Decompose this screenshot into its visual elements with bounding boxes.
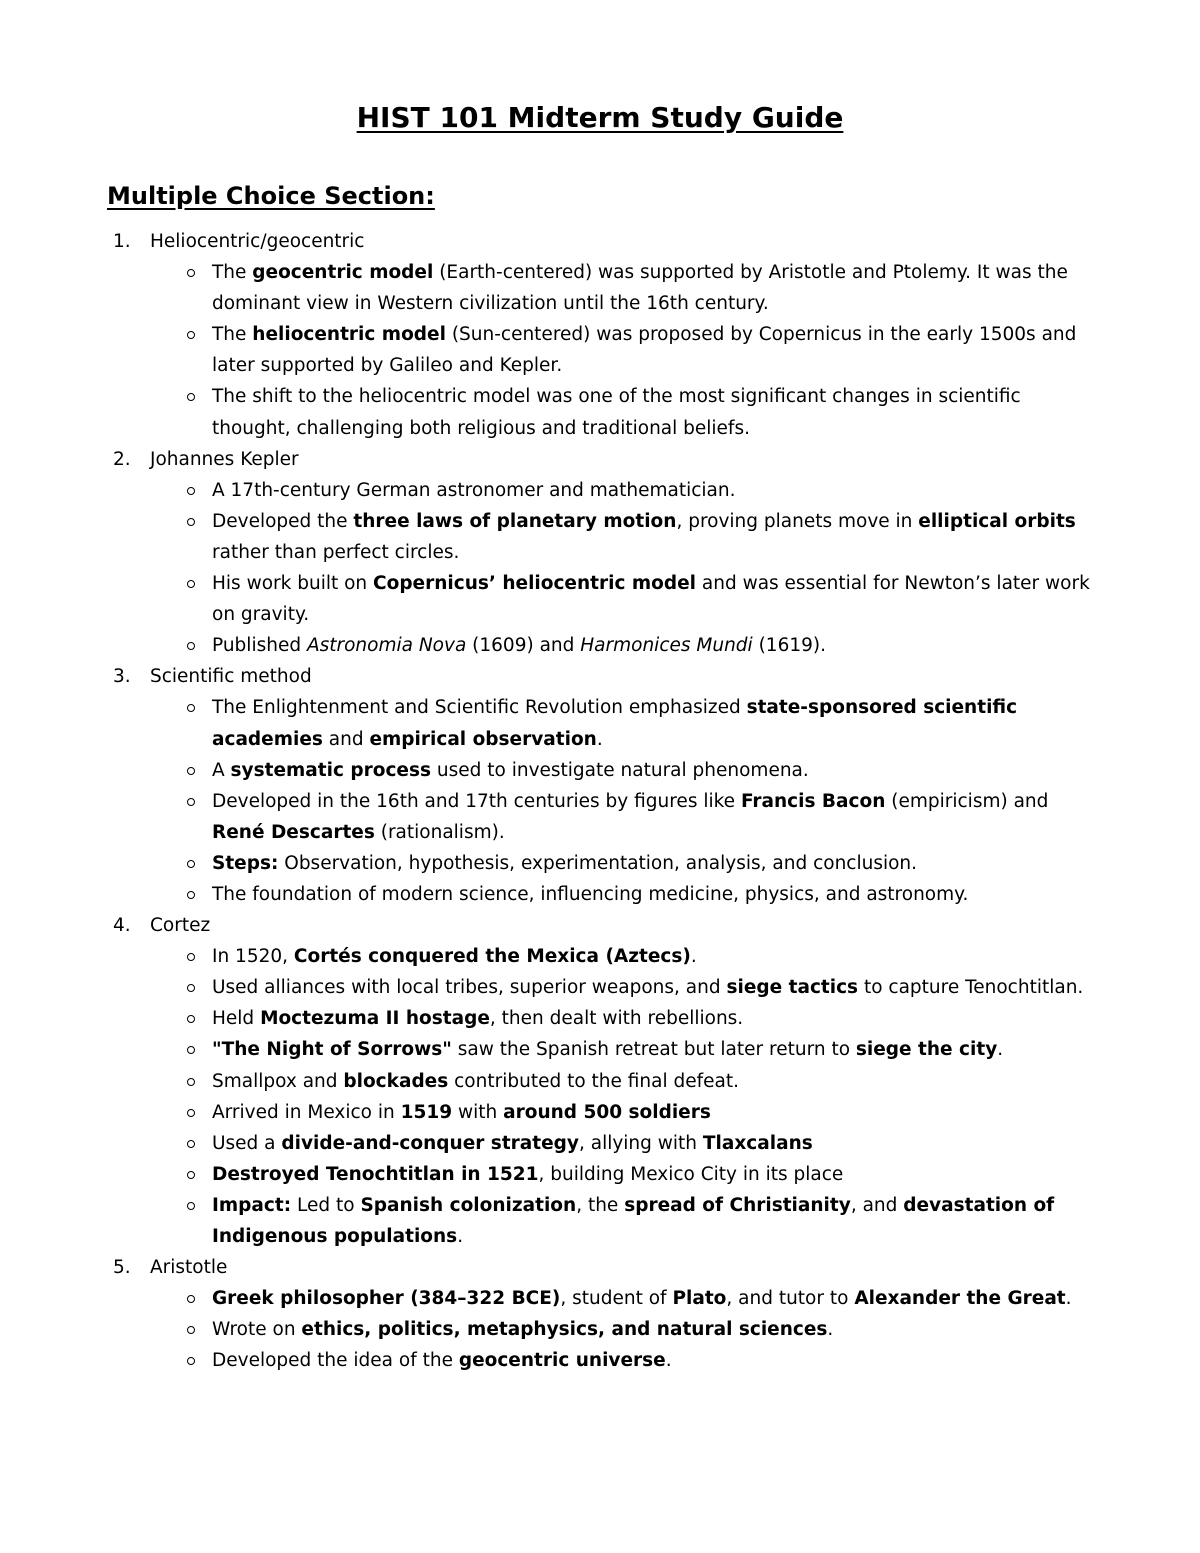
sub-point xyxy=(150,1314,1094,1345)
topic-number: 1. xyxy=(113,231,131,252)
bold-text: state-sponsored scientific academies xyxy=(212,697,1018,750)
text-run: (1609) and xyxy=(466,635,581,657)
text-run: The foundation of modern science, influencing medicine, physics, and astronomy. xyxy=(212,883,969,905)
topic-title: Johannes Kepler xyxy=(150,448,299,470)
sub-point xyxy=(150,692,1094,754)
text-run: The xyxy=(212,262,253,284)
bold-text: three laws of planetary motion xyxy=(353,510,677,532)
hollow-circle-bullet-icon xyxy=(187,1078,195,1086)
text-run: A 17th-century German astronomer and mathematician. xyxy=(212,479,736,501)
sub-point xyxy=(150,848,1094,879)
hollow-circle-bullet-icon xyxy=(187,1357,195,1365)
bold-text: 1519 xyxy=(400,1101,453,1123)
text-run: The shift to the heliocentric model was one of the most significant changes in scientific thought, challenging both religious and traditional beliefs. xyxy=(212,386,1021,439)
bold-text: around 500 soldiers xyxy=(503,1101,711,1123)
text-run: Wrote on xyxy=(212,1319,302,1341)
text-run: Used alliances with local tribes, superior weapons, and xyxy=(212,977,727,999)
topic-number: 3. xyxy=(113,666,131,688)
topic-item xyxy=(0,444,1200,662)
hollow-circle-bullet-icon xyxy=(187,1140,195,1148)
bold-text: siege tactics xyxy=(726,977,859,999)
text-run: (Earth-centered) was supported by Aristotle and Ptolemy. It was the dominant view in Western civilization until the 16th century. xyxy=(212,262,1068,315)
hollow-circle-bullet-icon xyxy=(187,704,195,712)
text-run: The Enlightenment and Scientific Revolution emphasized xyxy=(212,697,747,719)
sub-point xyxy=(150,786,1094,848)
text-run: Developed the idea of the xyxy=(212,1350,459,1372)
bold-text: René Descartes xyxy=(212,821,375,843)
text-run: rather than perfect circles. xyxy=(212,541,460,563)
text-run: , and xyxy=(850,1194,904,1216)
text-run: . xyxy=(690,946,697,968)
sub-point xyxy=(150,1159,1094,1190)
text-run: to capture Tenochtitlan. xyxy=(858,977,1084,999)
topic-title: Cortez xyxy=(150,915,211,937)
sub-point-list xyxy=(150,475,1200,662)
topic-list xyxy=(0,226,1200,1376)
text-run: Smallpox and xyxy=(212,1070,344,1092)
text-run: and xyxy=(322,728,370,750)
sub-point xyxy=(150,1190,1094,1252)
text-run: . xyxy=(997,1039,1004,1061)
hollow-circle-bullet-icon xyxy=(187,984,195,992)
sub-point-list xyxy=(150,692,1200,910)
document-title: HIST 101 Midterm Study Guide xyxy=(356,101,844,134)
sub-point xyxy=(150,257,1094,319)
hollow-circle-bullet-icon xyxy=(187,891,195,899)
sub-point-list xyxy=(150,1283,1200,1376)
bold-text: systematic process xyxy=(230,759,431,781)
text-run: used to investigate natural phenomena. xyxy=(431,759,809,781)
sub-point xyxy=(150,319,1094,381)
bold-text: elliptical orbits xyxy=(918,510,1076,532)
sub-point-list xyxy=(150,257,1200,444)
bold-text: "The Night of Sorrows" xyxy=(212,1039,452,1061)
hollow-circle-bullet-icon xyxy=(187,331,195,339)
bold-text: spread of Christianity xyxy=(624,1194,851,1216)
hollow-circle-bullet-icon xyxy=(187,767,195,775)
text-run: Published xyxy=(212,635,307,657)
hollow-circle-bullet-icon xyxy=(187,1109,195,1117)
text-run: Observation, hypothesis, experimentation, analysis, and conclusion. xyxy=(278,852,918,874)
hollow-circle-bullet-icon xyxy=(187,487,195,495)
hollow-circle-bullet-icon xyxy=(187,393,195,401)
text-run: , and tutor to xyxy=(726,1288,855,1310)
topic-item xyxy=(0,661,1200,910)
bold-text: ethics, politics, metaphysics, and natural sciences xyxy=(301,1319,828,1341)
bold-text: Plato xyxy=(672,1288,727,1310)
topic-title: Scientific method xyxy=(150,666,312,688)
text-run: . xyxy=(457,1226,464,1247)
hollow-circle-bullet-icon xyxy=(187,1046,195,1054)
hollow-circle-bullet-icon xyxy=(187,1171,195,1179)
bold-text: geocentric model xyxy=(252,262,434,284)
sub-point xyxy=(150,630,1094,661)
bold-text: Cortés conquered the Mexica (Aztecs) xyxy=(293,946,691,968)
bold-text: divide-and-conquer strategy xyxy=(281,1132,579,1154)
sub-point xyxy=(150,1097,1094,1128)
sub-point xyxy=(150,475,1094,506)
sub-point xyxy=(150,972,1094,1003)
text-run: contributed to the final defeat. xyxy=(448,1070,739,1092)
hollow-circle-bullet-icon xyxy=(187,518,195,526)
section-heading: Multiple Choice Section: xyxy=(107,182,435,210)
bold-text: Alexander the Great xyxy=(854,1288,1066,1310)
bold-text: heliocentric model xyxy=(252,324,446,346)
text-run: (empiricism) and xyxy=(885,790,1049,812)
hollow-circle-bullet-icon xyxy=(187,1295,195,1303)
hollow-circle-bullet-icon xyxy=(187,1326,195,1334)
topic-number: 2. xyxy=(113,448,131,470)
text-run: In 1520, xyxy=(212,946,294,968)
text-run: Held xyxy=(212,1008,261,1030)
text-run: . xyxy=(1065,1288,1072,1310)
text-run: and was essential for Newton’s later work on gravity. xyxy=(212,573,1090,626)
bold-text: Steps: xyxy=(212,852,279,874)
bold-text: Moctezuma II hostage xyxy=(260,1008,490,1030)
text-run: , proving planets move in xyxy=(676,510,919,532)
bold-text: Destroyed Tenochtitlan in 1521 xyxy=(212,1163,539,1185)
text-run: , then dealt with rebellions. xyxy=(489,1008,744,1030)
topic-title: Heliocentric/geocentric xyxy=(150,231,365,252)
text-run: , building Mexico City in its place xyxy=(538,1163,844,1185)
topic-number: 4. xyxy=(113,915,131,937)
topic-item xyxy=(0,1252,1200,1376)
bold-text: Francis Bacon xyxy=(740,790,886,812)
bold-text: devastation of Indigenous populations xyxy=(212,1194,1055,1247)
text-run: . xyxy=(596,728,603,750)
text-run: , the xyxy=(576,1194,625,1216)
bold-text: Tlaxcalans xyxy=(702,1132,813,1154)
bold-text: geocentric universe xyxy=(458,1350,666,1372)
hollow-circle-bullet-icon xyxy=(187,1015,195,1023)
sub-point xyxy=(150,506,1094,568)
text-run: with xyxy=(452,1101,504,1123)
text-run: , student of xyxy=(560,1288,673,1310)
sub-point xyxy=(150,568,1094,630)
sub-point xyxy=(150,1128,1094,1159)
text-run: Used a xyxy=(212,1132,282,1154)
sub-point-list xyxy=(150,941,1200,1252)
sub-point xyxy=(150,1034,1094,1065)
text-run: (1619). xyxy=(752,635,826,657)
bold-text: Greek philosopher (384–322 BCE) xyxy=(212,1288,561,1310)
hollow-circle-bullet-icon xyxy=(187,1202,195,1210)
hollow-circle-bullet-icon xyxy=(187,580,195,588)
text-run: Developed the xyxy=(212,510,354,532)
sub-point xyxy=(150,755,1094,786)
text-run: Led to xyxy=(291,1194,361,1216)
text-run: (Sun-centered) was proposed by Copernicus in the early 1500s and later supported by Galileo and Kepler. xyxy=(212,324,1077,377)
text-run: A xyxy=(212,759,231,781)
hollow-circle-bullet-icon xyxy=(187,953,195,961)
sub-point xyxy=(150,1066,1094,1097)
topic-title: Aristotle xyxy=(150,1257,228,1279)
topic-number: 5. xyxy=(113,1257,131,1279)
bold-text: Copernicus’ heliocentric model xyxy=(373,573,696,595)
hollow-circle-bullet-icon xyxy=(187,798,195,806)
text-run: . xyxy=(827,1319,834,1341)
text-run: (rationalism). xyxy=(374,821,505,843)
bold-text: Spanish colonization xyxy=(360,1194,577,1216)
topic-item xyxy=(0,226,1200,444)
text-run: saw the Spanish retreat but later return to xyxy=(451,1039,856,1061)
text-run: Arrived in Mexico in xyxy=(212,1101,401,1123)
bold-text: blockades xyxy=(343,1070,449,1092)
italic-text: Harmonices Mundi xyxy=(580,635,753,657)
bold-text: siege the city xyxy=(855,1039,998,1061)
italic-text: Astronomia Nova xyxy=(306,635,467,657)
sub-point xyxy=(150,941,1094,972)
text-run: The xyxy=(212,324,253,346)
bold-text: empirical observation xyxy=(369,728,597,750)
sub-point xyxy=(150,1003,1094,1034)
text-run: , allying with xyxy=(578,1132,703,1154)
sub-point xyxy=(150,879,1094,910)
sub-point xyxy=(150,1345,1094,1376)
text-run: His work built on xyxy=(212,573,374,595)
text-run: . xyxy=(665,1350,672,1372)
hollow-circle-bullet-icon xyxy=(187,860,195,868)
hollow-circle-bullet-icon xyxy=(187,642,195,650)
bold-text: Impact: xyxy=(212,1194,292,1216)
topic-item xyxy=(0,910,1200,1252)
sub-point xyxy=(150,1283,1094,1314)
text-run: Developed in the 16th and 17th centuries by figures like xyxy=(212,790,741,812)
hollow-circle-bullet-icon xyxy=(187,269,195,277)
sub-point xyxy=(150,381,1094,443)
